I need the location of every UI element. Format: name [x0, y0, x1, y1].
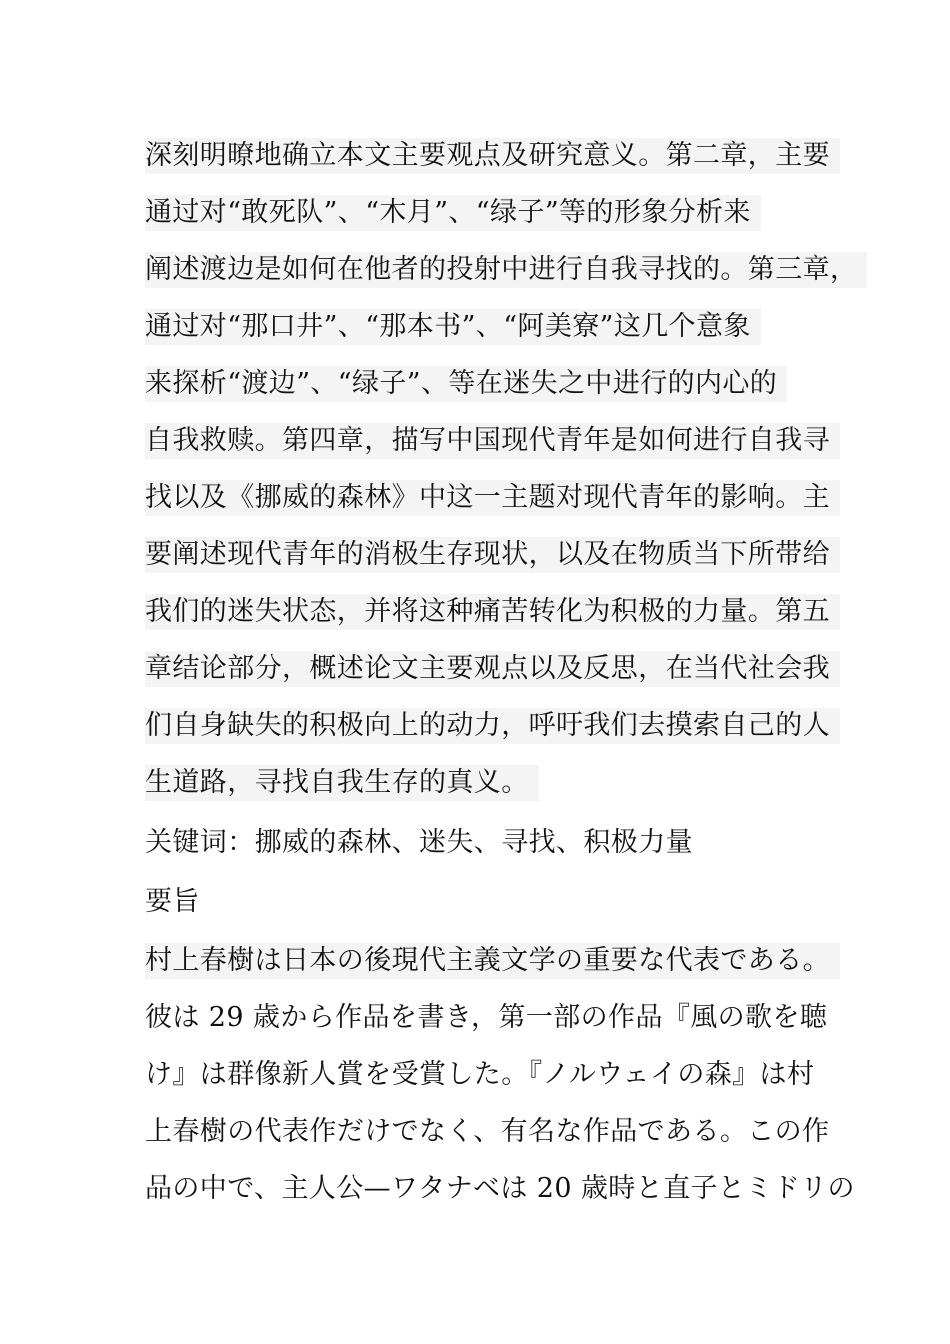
japanese-line-4: 上春樹の代表作だけでなく、有名な作品である。この作 — [145, 1116, 830, 1147]
japanese-line-2: 彼は 29 歳から作品を書き，第一部の作品『風の歌を聴 — [145, 1002, 828, 1033]
abstract-line-12: 生道路，寻找自我生存的真义。 — [145, 765, 539, 801]
summary-heading: 要旨 — [145, 886, 200, 917]
abstract-line-1: 深刻明暸地确立本文主要观点及研究意义。第二章，主要 — [145, 138, 840, 174]
japanese-line-5: 品の中で、主人公—ワタナベは 20 歳時と直子とミドリの — [145, 1173, 855, 1204]
abstract-line-4: 通过对“那口井”、“那本书”、“阿美寮”这几个意象 — [145, 309, 761, 345]
abstract-line-10: 章结论部分，概述论文主要观点以及反思，在当代社会我 — [145, 651, 840, 687]
japanese-line-3: け』は群像新人賞を受賞した。『ノルウェイの森』は村 — [145, 1059, 815, 1090]
keywords-line: 关键词：挪威的森林、迷失、寻找、积极力量 — [145, 827, 693, 858]
abstract-line-8: 要阐述现代青年的消极生存现状，以及在物质当下所带给 — [145, 537, 840, 573]
abstract-line-11: 们自身缺失的积极向上的动力，呼吁我们去摸索自己的人 — [145, 708, 840, 744]
abstract-line-7: 找以及《挪威的森林》中这一主题对现代青年的影响。主 — [145, 480, 840, 516]
japanese-line-1: 村上春樹は日本の後現代主義文学の重要な代表である。 — [145, 943, 840, 979]
abstract-line-5: 来探析“渡边”、“绿子”、等在迷失之中进行的内心的 — [145, 366, 787, 402]
abstract-line-2: 通过对“敢死队”、“木月”、“绿子”等的形象分析来 — [145, 195, 761, 231]
abstract-line-6: 自我救赎。第四章，描写中国现代青年是如何进行自我寻 — [145, 423, 840, 459]
abstract-line-9: 我们的迷失状态，并将这种痛苦转化为积极的力量。第五 — [145, 594, 840, 630]
abstract-line-3: 阐述渡边是如何在他者的投射中进行自我寻找的。第三章， — [145, 252, 867, 288]
